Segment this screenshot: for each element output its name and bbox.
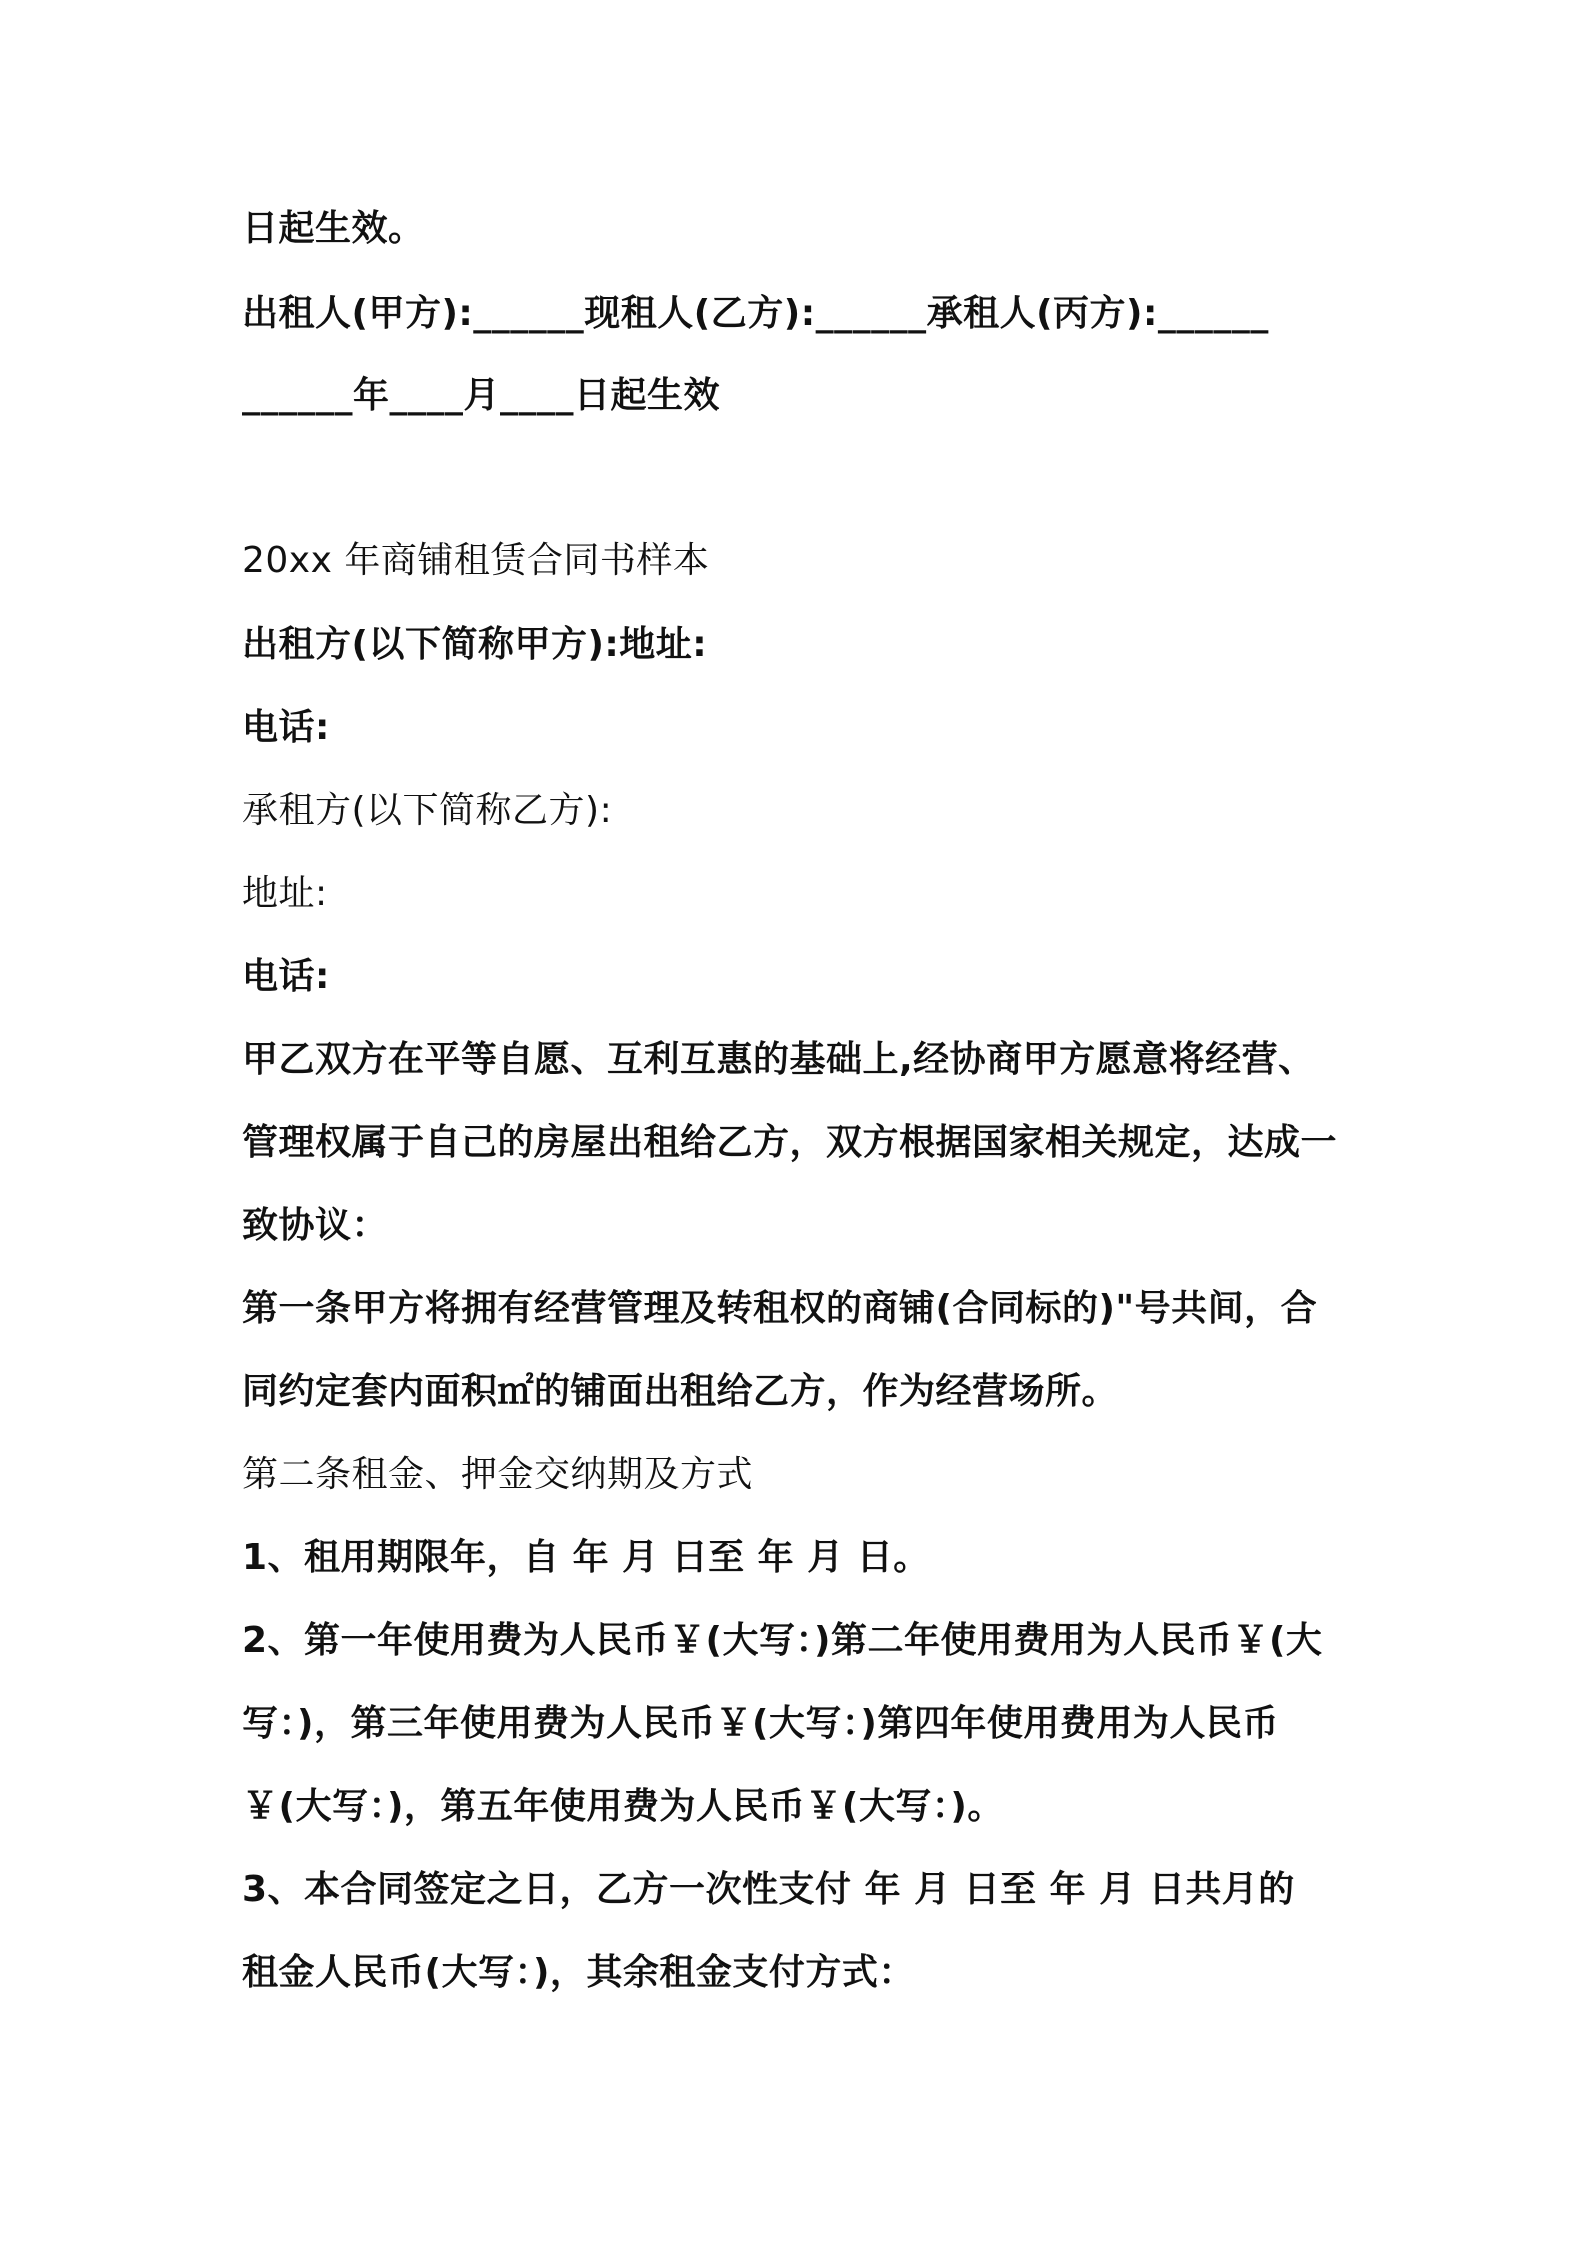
text-line: 日起生效。 bbox=[242, 208, 425, 249]
text-line: 甲乙双方在平等自愿、互利互惠的基础上,经协商甲方愿意将经营、 bbox=[242, 1039, 1315, 1080]
text-line: 第一条甲方将拥有经营管理及转租权的商铺(合同标的)"号共间，合 bbox=[242, 1288, 1318, 1329]
text-line: 3、本合同签定之日，乙方一次性支付 年 月 日至 年 月 日共月的 bbox=[242, 1869, 1295, 1910]
text-line: 租金人民币(大写：)，其余租金支付方式： bbox=[242, 1952, 915, 1993]
text-line: 电话: bbox=[242, 956, 330, 997]
text-line: 地址: bbox=[242, 873, 328, 914]
text-line: 1、租用期限年，自 年 月 日至 年 月 日。 bbox=[242, 1537, 930, 1578]
section-title: 20xx 年商铺租赁合同书样本 bbox=[242, 540, 710, 581]
text-line: ￥(大写：)，第五年使用费为人民币￥(大写：)。 bbox=[242, 1786, 1004, 1827]
text-line: 承租方(以下简称乙方): bbox=[242, 790, 613, 831]
text-line: 电话: bbox=[242, 707, 330, 748]
text-line: 管理权属于自己的房屋出租给乙方，双方根据国家相关规定，达成一 bbox=[242, 1122, 1338, 1163]
text-line: 第二条租金、押金交纳期及方式 bbox=[242, 1454, 754, 1495]
text-line: 同约定套内面积㎡的铺面出租给乙方，作为经营场所。 bbox=[242, 1371, 1119, 1412]
text-line: 致协议： bbox=[242, 1205, 389, 1246]
text-line: 出租方(以下简称甲方):地址: bbox=[242, 624, 708, 665]
text-line: 写：)，第三年使用费为人民币￥(大写：)第四年使用费用为人民币 bbox=[242, 1703, 1279, 1744]
text-line: 出租人(甲方):______现租人(乙方):______承租人(丙方):______ bbox=[242, 293, 1269, 334]
text-line: 2、第一年使用费为人民币￥(大写：)第二年使用费用为人民币￥(大 bbox=[242, 1620, 1323, 1661]
text-line: ______年____月____日起生效 bbox=[242, 375, 721, 416]
